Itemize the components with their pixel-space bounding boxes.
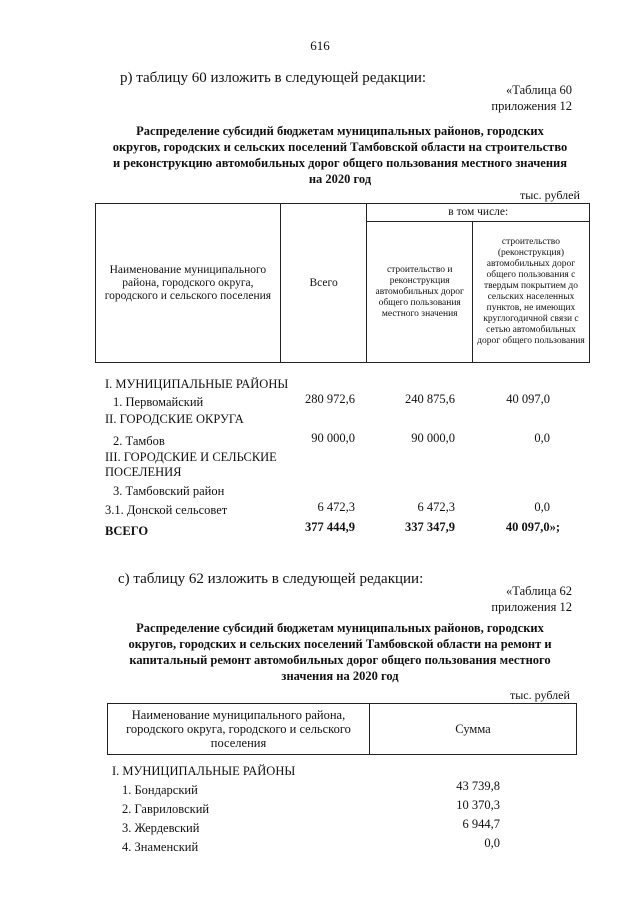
row-sum: 10 370,3 bbox=[456, 798, 500, 812]
table-60-title bbox=[90, 123, 590, 187]
header-name-cell bbox=[96, 204, 281, 363]
row-sum: 0,0 bbox=[484, 836, 500, 850]
total-row-col2-text: 40 097,0»; bbox=[505, 520, 560, 534]
table-60-caption bbox=[440, 82, 572, 114]
table-row: 1. Первомайский bbox=[113, 395, 204, 409]
row-col1: 240 875,6 bbox=[405, 392, 455, 406]
table-row: II. ГОРОДСКИЕ ОКРУГА bbox=[105, 412, 244, 426]
header-sum-text: Сумма bbox=[455, 721, 491, 736]
total-row: ВСЕГО bbox=[105, 524, 149, 538]
table-60-title-line4: на 2020 год bbox=[308, 172, 372, 186]
header-sum-cell bbox=[370, 704, 577, 755]
table-60-caption-line1: «Таблица 60 bbox=[506, 83, 572, 97]
header-total-text: Всего bbox=[309, 276, 338, 289]
header-sub2-cell bbox=[472, 222, 589, 363]
total-row-col1: 337 347,9 bbox=[405, 520, 455, 534]
table-60-caption-line2: приложения 12 bbox=[491, 99, 572, 113]
table-62-title-line2: округов, городских и сельских поселений Тамбовской области на ремонт и bbox=[128, 637, 552, 651]
table-row: I. МУНИЦИПАЛЬНЫЕ РАЙОНЫ bbox=[112, 764, 296, 778]
table-60-title-line3: и реконструкцию автомобильных дорог общего пользования местного значения bbox=[112, 156, 567, 170]
row-total: 6 472,3 bbox=[317, 500, 355, 514]
row-col2: 0,0 bbox=[534, 431, 550, 445]
row-col1: 90 000,0 bbox=[411, 431, 455, 445]
table-row: 2. Тамбов bbox=[113, 434, 165, 448]
table-62-title-line3: капитальный ремонт автомобильных дорог общего пользования местного bbox=[129, 653, 551, 667]
row-sum: 6 944,7 bbox=[462, 817, 500, 831]
table-62-units: тыс. рублей bbox=[510, 688, 570, 702]
header-name-cell bbox=[108, 704, 370, 755]
header-sub1-cell bbox=[367, 222, 472, 363]
table-row: 3. Тамбовский район bbox=[113, 484, 225, 498]
row-col1: 6 472,3 bbox=[417, 500, 455, 514]
header-name-text: Наименование муниципального района, городского округа, городского и сельского поселения bbox=[126, 708, 351, 750]
table-60-header bbox=[95, 203, 590, 363]
header-total-cell bbox=[280, 204, 367, 363]
section-s-heading: с) таблицу 62 изложить в следующей редакции: bbox=[118, 571, 424, 587]
total-row-total: 377 444,9 bbox=[305, 520, 355, 534]
table-row: III. ГОРОДСКИЕ И СЕЛЬСКИЕ bbox=[105, 450, 277, 464]
header-sub1-text: строительство и реконструкция автомобильных дорог общего пользования местного значения bbox=[375, 264, 464, 319]
table-62-caption-line2: приложения 12 bbox=[491, 600, 572, 614]
table-60-units: тыс. рублей bbox=[520, 188, 580, 202]
page-number: 616 bbox=[310, 38, 330, 53]
table-row: 3.1. Донской сельсовет bbox=[105, 503, 228, 517]
table-60-title-line1: Распределение субсидий бюджетам муниципальных районов, городских bbox=[136, 124, 544, 138]
table-row: ПОСЕЛЕНИЯ bbox=[105, 465, 182, 479]
row-col2: 40 097,0 bbox=[506, 392, 550, 406]
section-p-heading: р) таблицу 60 изложить в следующей редакции: bbox=[120, 70, 427, 86]
header-sub2-text: строительство (реконструкция) автомобильных дорог общего пользования с твердым покрытием до сельских населенных пунктов, не имеющих круглогодичной связи с сетью автомобильных дорог общего пользования bbox=[477, 237, 585, 346]
header-including-text: в том числе: bbox=[448, 206, 509, 218]
table-row: 1. Бондарский bbox=[122, 783, 198, 797]
row-total: 90 000,0 bbox=[311, 431, 355, 445]
table-row: I. МУНИЦИПАЛЬНЫЕ РАЙОНЫ bbox=[105, 377, 289, 391]
table-62-caption-line1: «Таблица 62 bbox=[506, 584, 572, 598]
row-total: 280 972,6 bbox=[305, 392, 355, 406]
table-62-caption bbox=[440, 583, 572, 615]
table-row: 3. Жердевский bbox=[122, 821, 200, 835]
table-row: 2. Гавриловский bbox=[122, 802, 210, 816]
row-col2: 0,0 bbox=[534, 500, 550, 514]
table-row: 4. Знаменский bbox=[122, 840, 199, 854]
table-62-title-line4: значения на 2020 год bbox=[281, 669, 399, 683]
total-row-col2 bbox=[470, 520, 560, 535]
row-sum: 43 739,8 bbox=[456, 779, 500, 793]
table-62-title-line1: Распределение субсидий бюджетам муниципальных районов, городских bbox=[136, 621, 544, 635]
header-name-text: Наименование муниципального района, городского округа, городского и сельского поселения bbox=[104, 263, 272, 302]
table-62-title bbox=[90, 620, 590, 684]
table-62-header bbox=[107, 703, 577, 755]
table-60-title-line2: округов, городских и сельских поселений Тамбовской области на строительство bbox=[112, 140, 568, 154]
header-including-cell bbox=[367, 204, 590, 222]
